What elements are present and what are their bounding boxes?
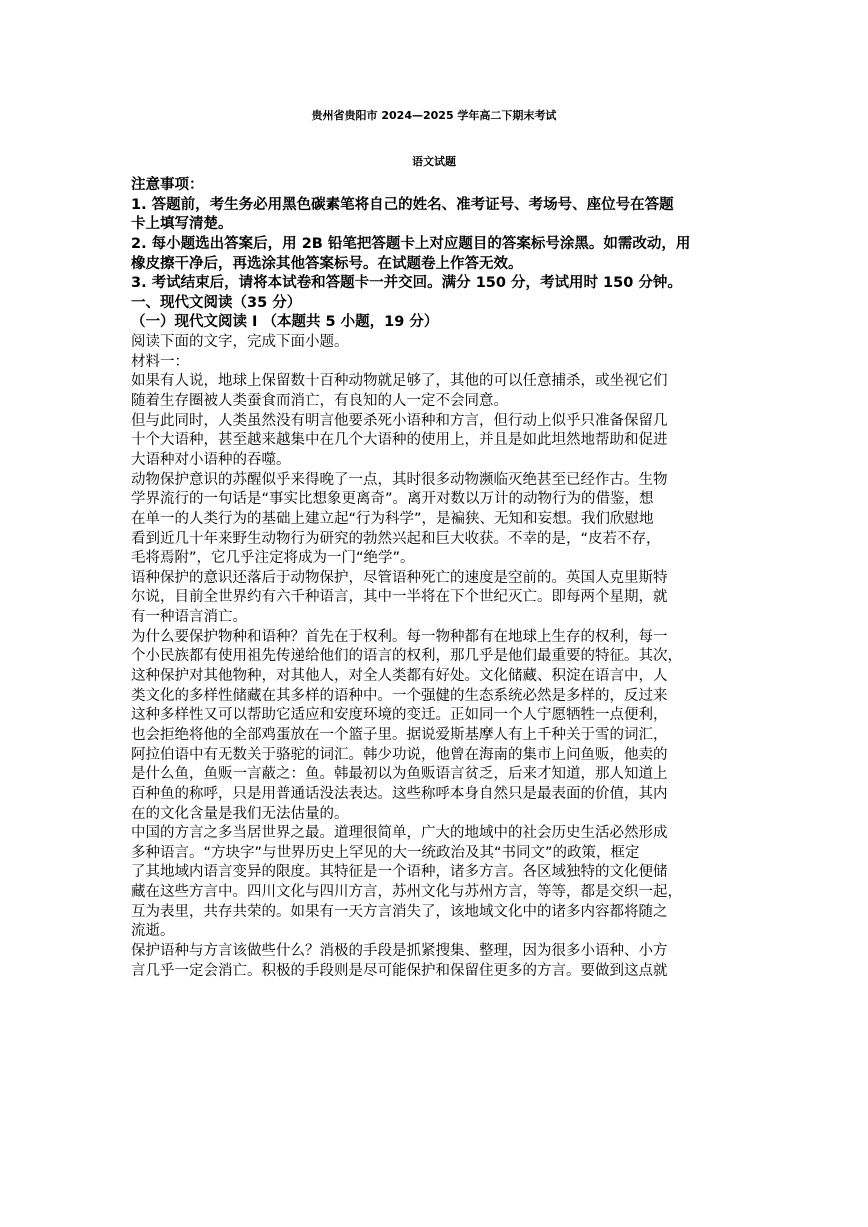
passage-line: 多种语言。“方块字”与世界历史上罕见的大一统政治及其“书同文”的政策，框定 <box>131 844 640 861</box>
passage-line: 看到近几十年来野生动物行为研究的勃然兴起和巨大收获。不幸的是，“皮若不存， <box>131 530 661 547</box>
passage-line: 这种保护对其他物种，对其他人，对全人类都有好处。文化储藏、积淀在语言中，人 <box>131 668 668 685</box>
passage-line: 语种保护的意识还落后于动物保护，尽管语种死亡的速度是空前的。英国人克里斯特 <box>131 569 668 586</box>
passage-line: 但与此同时，人类虽然没有明言他要杀死小语种和方言，但行动上似乎只准备保留几 <box>131 412 668 429</box>
notice-line: 2. 每小题选出答案后，用 2B 铅笔把答题卡上对应题目的答案标号涂黑。如需改动，用 <box>131 235 691 252</box>
passage-body <box>131 372 751 981</box>
passage-line: 这种多样性又可以帮助它适应和安度环境的变迁。正如同一个人宁愿牺牲一点便利， <box>131 707 668 724</box>
passage-line: 如果有人说，地球上保留数十百种动物就足够了，其他的可以任意捕杀，或坐视它们 <box>131 373 668 390</box>
passage-line: 互为表里，共存共荣的。如果有一天方言消失了，该地域文化中的诸多内容都将随之 <box>131 903 668 920</box>
passage-line: 大语种对小语种的吞噬。 <box>131 451 291 468</box>
passage-line: 了其地域内语言变异的限度。其特征是一个语种，诸多方言。各区域独特的文化便储 <box>131 864 668 881</box>
notice-heading: 注意事项： <box>131 177 204 193</box>
exam-title: 贵州省贵阳市 2024—2025 学年高二下期末考试 <box>311 109 557 122</box>
passage-line: 保护语种与方言该做些什么？消极的手段是抓紧搜集、整理，因为很多小语种、小方 <box>131 942 668 959</box>
passage-line: 中国的方言之多当居世界之最。道理很简单，广大的地域中的社会历史生活必然形成 <box>131 825 668 842</box>
passage-line: 毛将焉附”，它几乎注定将成为一门“绝学”。 <box>131 550 415 567</box>
passage-line: 尔说，目前全世界约有六千种语言，其中一半将在下个世纪灭亡。即每两个星期，就 <box>131 589 668 606</box>
passage-line: 在的文化含量是我们无法估量的。 <box>131 805 349 822</box>
exam-content <box>131 176 751 981</box>
notice-line: 3. 考试结束后，请将本试卷和答题卡一并交回。满分 150 分，考试用时 150 分钟。 <box>131 275 682 292</box>
passage-line: 是什么鱼，鱼贩一言蔽之：鱼。韩最初以为鱼贩语言贫乏，后来才知道，那人知道上 <box>131 766 668 783</box>
passage-line: 随着生存圈被人类蚕食而消亡，有良知的人一定不会同意。 <box>131 393 508 410</box>
reading-instruction: 阅读下面的文字，完成下面小题。 <box>131 334 349 351</box>
passage-line: 类文化的多样性储藏在其多样的语种中。一个强健的生态系统必然是多样的，反过来 <box>131 687 668 704</box>
notice-line: 卡上填写清楚。 <box>131 216 233 233</box>
passage-line: 百种鱼的称呼，只是用普通话没法表达。这些称呼本身自然只是最表面的价值，其内 <box>131 785 668 802</box>
notice-line: 1. 答题前，考生务必用黑色碳素笔将自己的姓名、准考证号、考场号、座位号在答题 <box>131 196 674 213</box>
passage-line: 言几乎一定会消亡。积极的手段则是尽可能保护和保留住更多的方言。要做到这点就 <box>131 962 668 979</box>
passage-line: 为什么要保护物种和语种？首先在于权利。每一物种都有在地球上生存的权利，每一 <box>131 628 668 645</box>
passage-line: 学界流行的一句话是“事实比想象更离奇”。离开对数以万计的动物行为的借鉴，想 <box>131 491 654 508</box>
passage-line: 也会拒绝将他的全部鸡蛋放在一个篮子里。据说爱斯基摩人有上千种关于雪的词汇， <box>131 726 668 743</box>
notice-line: 橡皮擦干净后，再选涂其他答案标号。在试题卷上作答无效。 <box>131 255 523 272</box>
subject-title: 语文试题 <box>412 155 456 168</box>
passage-line: 动物保护意识的苏醒似乎来得晚了一点，其时很多动物濒临灭绝甚至已经作古。生物 <box>131 471 668 488</box>
passage-line: 阿拉伯语中有无数关于骆驼的词汇。韩少功说，他曾在海南的集市上问鱼贩，他卖的 <box>131 746 668 763</box>
passage-line: 有一种语言消亡。 <box>131 609 247 626</box>
passage-line: 在单一的人类行为的基础上建立起“行为科学”，是褊狭、无知和妄想。我们欣慰地 <box>131 510 654 527</box>
section-subheading: （一）现代文阅读 I （本题共 5 小题，19 分） <box>131 314 439 331</box>
passage-line: 藏在这些方言中。四川文化与四川方言，苏州文化与苏州方言，等等，都是交织一起， <box>131 884 682 901</box>
material-label: 材料一： <box>131 353 189 370</box>
passage-line: 流逝。 <box>131 923 175 940</box>
passage-line: 个小民族都有使用祖先传递给他们的语言的权利，那几乎是他们最重要的特征。其次， <box>131 648 682 665</box>
passage-line: 十个大语种，甚至越来越集中在几个大语种的使用上，并且是如此坦然地帮助和促进 <box>131 432 668 449</box>
section-heading: 一、现代文阅读（35 分） <box>131 294 302 311</box>
